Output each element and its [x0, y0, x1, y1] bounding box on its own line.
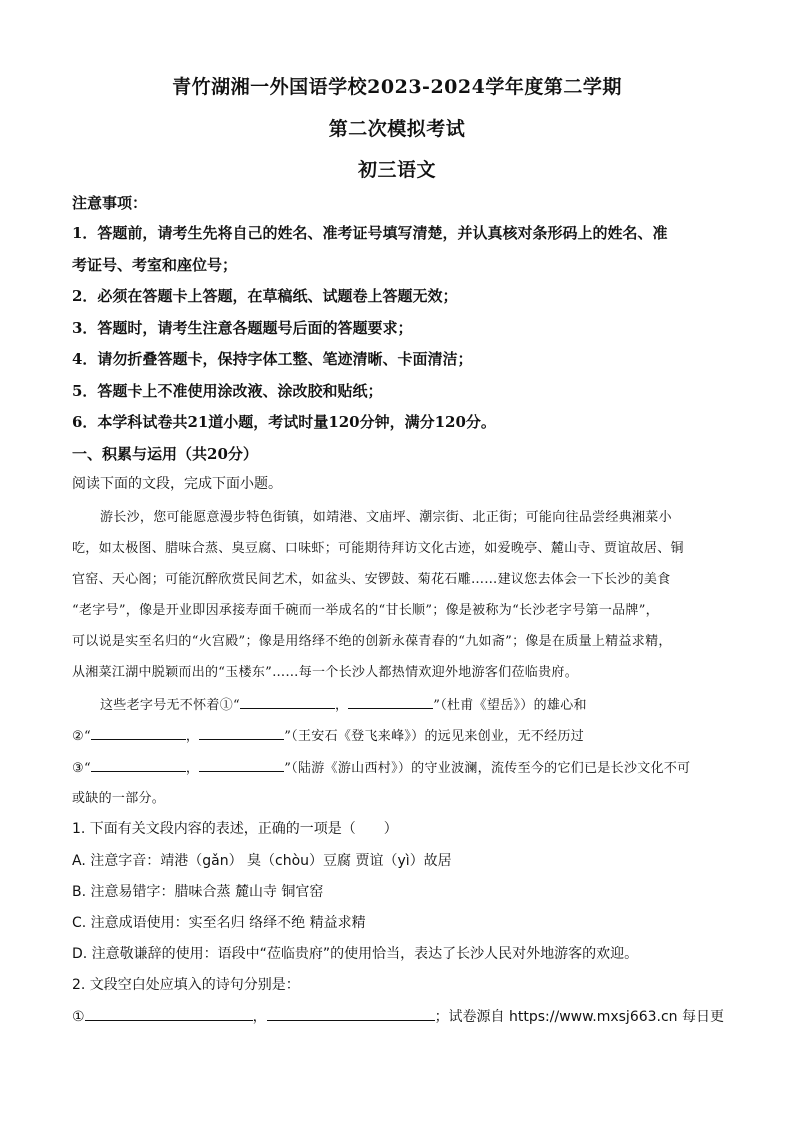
option-c: C. 注意成语使用：实至名归 络绎不绝 精益求精: [72, 915, 366, 931]
answer-blank[interactable]: [267, 1005, 435, 1021]
answer-line: ① ， ；试卷源自 https://www.mxsj663.cn 每日更: [72, 1005, 732, 1026]
option-d: D. 注意敬谦辞的使用：语段中“莅临贵府”的使用恰当，表达了长沙人民对外地游客的欢迎。: [72, 946, 639, 962]
notice-item: 4．请勿折叠答题卡，保持字体工整、笔迹清晰、卡面清洁；: [72, 350, 473, 368]
notice-item: 考证号、考室和座位号；: [72, 256, 238, 274]
exam-subject: 初三语文: [357, 159, 436, 181]
passage-line: 从湘菜江湖中脱颖而出的“玉楼东”……每一个长沙人都热情欢迎外地游客们莅临贵府。: [72, 665, 578, 680]
passage-line: “老字号”，像是开业即因承接寿面千碗而一举成名的“甘长顺”；像是被称为“长沙老字号第一品牌”，: [72, 603, 659, 618]
question-stem: 1. 下面有关文段内容的表述，正确的一项是（ ）: [72, 821, 398, 837]
passage-line: 可以说是实至名归的“火宫殿”；像是用络绎不绝的创新永葆青春的“九如斋”；像是在质量上精益求精，: [72, 634, 672, 649]
section-heading: 一、积累与运用（共20分）: [72, 445, 258, 463]
notice-item: 6．本学科试卷共21道小题，考试时量120分钟，满分120分。: [72, 413, 496, 431]
answer-blank[interactable]: [85, 1005, 253, 1021]
notice-item: 5．答题卡上不准使用涂改液、涂改胶和贴纸；: [72, 382, 383, 400]
answer-blank[interactable]: [348, 693, 433, 709]
option-b: B. 注意易错字：腊味合蒸 麓山寺 铜官窑: [72, 884, 324, 900]
answer-blank[interactable]: [91, 756, 186, 772]
passage-line: 官窑、天心阁；可能沉醉欣赏民间艺术，如盆头、安锣鼓、菊花石雕……建议您去体会一下长沙的美食: [72, 572, 671, 587]
notice-item: 3．答题时，请考生注意各题题号后面的答题要求；: [72, 319, 413, 337]
passage-blank-line: ②“ ， ”（王安石《登飞来峰》）的远见来创业，无不经历过: [72, 724, 732, 744]
passage-blank-line: 这些老字号无不怀着①“ ， ”（杜甫《望岳》）的雄心和: [100, 693, 760, 713]
notice-heading: 注意事项：: [72, 194, 148, 212]
notice-item: 1．答题前，请考生先将自己的姓名、准考证号填写清楚，并认真核对条形码上的姓名、准: [72, 224, 668, 242]
passage-blank-line: ③“ ， ”（陆游《游山西村》）的守业波澜，流传至今的它们已是长沙文化不可: [72, 756, 732, 776]
exam-subtitle: 第二次模拟考试: [328, 118, 466, 140]
exam-title: 青竹湖湘一外国语学校2023-2024学年度第二学期: [172, 76, 622, 98]
answer-blank[interactable]: [199, 756, 284, 772]
question-stem: 2. 文段空白处应填入的诗句分别是：: [72, 977, 300, 993]
passage-line: 吃，如太极图、腊味合蒸、臭豆腐、口味虾；可能期待拜访文化古迹，如爱晚亭、麓山寺、贾谊故居、铜: [72, 541, 684, 556]
answer-blank[interactable]: [240, 693, 335, 709]
answer-blank[interactable]: [91, 724, 186, 740]
option-a: A. 注意字音：靖港（gǎn） 臭（chòu）豆腐 贾谊（yì）故居: [72, 853, 452, 869]
passage-line: 游长沙，您可能愿意漫步特色街镇，如靖港、文庙坪、潮宗街、北正街；可能向往品尝经典湘菜小: [100, 510, 672, 525]
passage-line: 或缺的一部分。: [72, 791, 166, 806]
section-instruction: 阅读下面的文段，完成下面小题。: [72, 476, 282, 492]
answer-blank[interactable]: [199, 724, 284, 740]
notice-item: 2．必须在答题卡上答题，在草稿纸、试题卷上答题无效；: [72, 287, 458, 305]
